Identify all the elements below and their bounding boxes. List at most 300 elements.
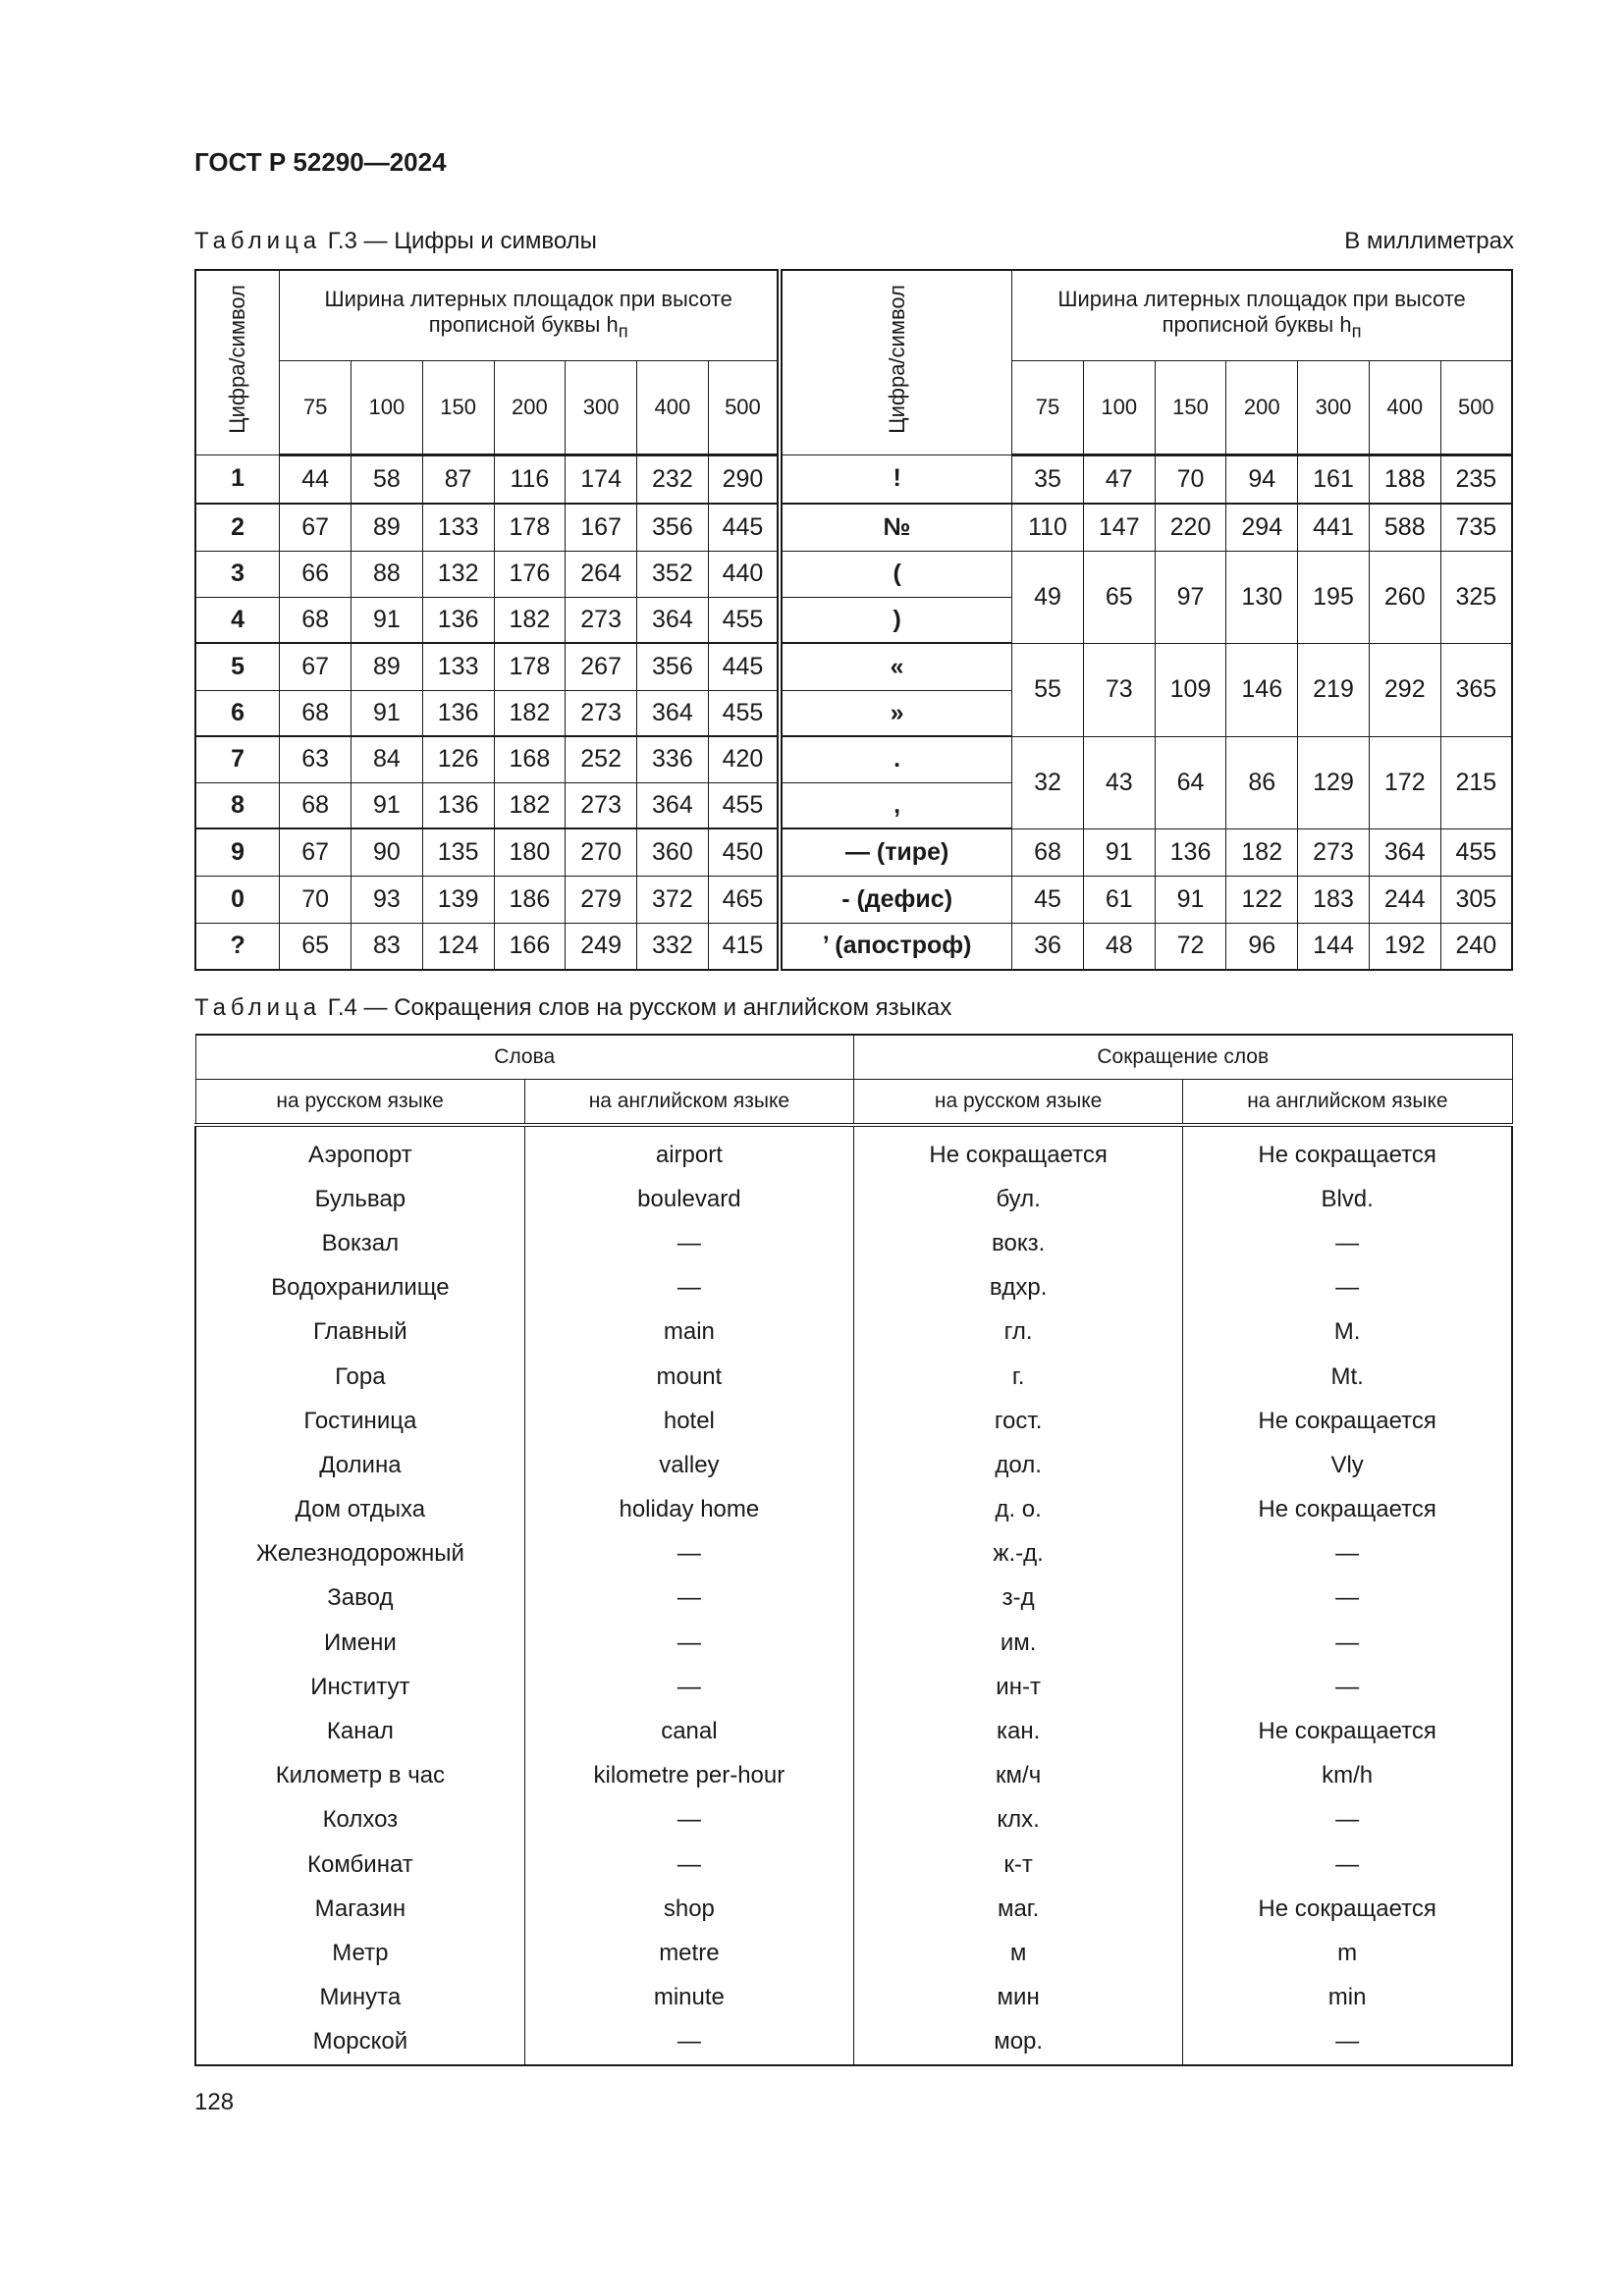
table-row xyxy=(195,736,1512,782)
width-value: 270 xyxy=(566,828,637,876)
width-value: 445 xyxy=(708,643,780,690)
word-english: shop xyxy=(524,1887,853,1931)
width-value: 364 xyxy=(637,597,709,643)
width-value: 94 xyxy=(1226,454,1298,504)
width-value: 220 xyxy=(1155,504,1226,551)
header-words: Слова xyxy=(195,1035,854,1080)
width-value: 167 xyxy=(566,504,637,551)
digit-cell: 2 xyxy=(195,504,280,551)
word-english: metre xyxy=(524,1931,853,1975)
width-value: 91 xyxy=(1155,876,1226,923)
word-english: valley xyxy=(524,1443,853,1487)
symbol-cell: » xyxy=(780,690,1012,736)
word-english: — xyxy=(524,1798,853,1842)
word-russian: Железнодорожный xyxy=(195,1532,524,1576)
width-value: 132 xyxy=(422,551,494,597)
height-header: 150 xyxy=(422,360,494,454)
width-value: 35 xyxy=(1012,454,1084,504)
table4-caption xyxy=(194,994,951,1022)
abbr-english: Не сокращается xyxy=(1183,1399,1512,1443)
height-header: 75 xyxy=(280,360,352,454)
width-header-right: Ширина литерных площадок при высоте прописной буквы $h_п$ xyxy=(1012,270,1512,360)
word-english: holiday home xyxy=(524,1488,853,1532)
width-header-left: Ширина литерных площадок при высоте прописной буквы $h_п$ xyxy=(280,270,780,360)
abbr-russian: г. xyxy=(854,1355,1183,1399)
abbr-russian: кан. xyxy=(854,1709,1183,1753)
word-russian: Завод xyxy=(195,1576,524,1621)
width-value: 178 xyxy=(494,643,566,690)
table-row xyxy=(195,828,1512,876)
height-header: 300 xyxy=(566,360,637,454)
width-value: 182 xyxy=(494,782,566,828)
digit-cell: 6 xyxy=(195,690,280,736)
width-value: 88 xyxy=(352,551,423,597)
width-value: 47 xyxy=(1083,454,1155,504)
abbr-english: Не сокращается xyxy=(1183,1488,1512,1532)
abbr-english: — xyxy=(1183,1532,1512,1576)
width-value: 129 xyxy=(1298,736,1370,828)
width-value: 180 xyxy=(494,828,566,876)
symbol-cell: № xyxy=(780,504,1012,551)
width-value: 67 xyxy=(280,828,352,876)
symbol-cell: . xyxy=(780,736,1012,782)
abbr-english: Blvd. xyxy=(1183,1177,1512,1221)
table-row xyxy=(195,454,1512,504)
abbr-russian: мор. xyxy=(854,2020,1183,2065)
header-english: на английском языке xyxy=(1183,1080,1512,1126)
abbr-english: Не сокращается xyxy=(1183,1709,1512,1753)
abbr-russian: им. xyxy=(854,1621,1183,1665)
abbr-russian: гост. xyxy=(854,1399,1183,1443)
width-value: 292 xyxy=(1369,643,1440,736)
width-value: 122 xyxy=(1226,876,1298,923)
width-value: 273 xyxy=(1298,828,1370,876)
width-value: 588 xyxy=(1369,504,1440,551)
width-value: 219 xyxy=(1298,643,1370,736)
table-word-abbreviations xyxy=(194,1034,1513,2066)
width-value: 68 xyxy=(1012,828,1084,876)
header-abbreviations: Сокращение слов xyxy=(854,1035,1513,1080)
width-value: 116 xyxy=(494,454,566,504)
width-value: 161 xyxy=(1298,454,1370,504)
abbr-english: — xyxy=(1183,2020,1512,2065)
table-row xyxy=(195,1532,1512,1576)
table-row xyxy=(195,1399,1512,1443)
width-value: 260 xyxy=(1369,551,1440,643)
abbr-russian: м xyxy=(854,1931,1183,1975)
word-english: — xyxy=(524,1665,853,1709)
abbr-english: Vly xyxy=(1183,1443,1512,1487)
width-value: 93 xyxy=(352,876,423,923)
width-value: 68 xyxy=(280,597,352,643)
table-row xyxy=(195,1976,1512,2020)
digit-cell: 3 xyxy=(195,551,280,597)
width-value: 188 xyxy=(1369,454,1440,504)
width-value: 420 xyxy=(708,736,780,782)
abbr-russian: маг. xyxy=(854,1887,1183,1931)
width-value: 147 xyxy=(1083,504,1155,551)
width-value: 130 xyxy=(1226,551,1298,643)
width-value: 168 xyxy=(494,736,566,782)
width-value: 64 xyxy=(1155,736,1226,828)
width-value: 325 xyxy=(1440,551,1512,643)
word-russian: Морской xyxy=(195,2020,524,2065)
width-value: 249 xyxy=(566,923,637,970)
table-row xyxy=(195,1221,1512,1265)
word-english: airport xyxy=(524,1125,853,1177)
abbr-russian: з-д xyxy=(854,1576,1183,1621)
table-row xyxy=(195,1931,1512,1975)
table4-caption-title: Г.4 — Сокращения слов на русском и английском языках xyxy=(321,994,952,1021)
width-value: 455 xyxy=(708,782,780,828)
width-value: 178 xyxy=(494,504,566,551)
word-russian: Бульвар xyxy=(195,1177,524,1221)
table3-units: В миллиметрах xyxy=(1344,228,1514,254)
width-value: 365 xyxy=(1440,643,1512,736)
width-value: 136 xyxy=(422,690,494,736)
width-value: 136 xyxy=(422,782,494,828)
symbol-cell: « xyxy=(780,643,1012,690)
header-english: на английском языке xyxy=(524,1080,853,1126)
header-russian: на русском языке xyxy=(854,1080,1183,1126)
width-value: 252 xyxy=(566,736,637,782)
height-header: 300 xyxy=(1298,360,1370,454)
width-value: 336 xyxy=(637,736,709,782)
abbr-russian: бул. xyxy=(854,1177,1183,1221)
width-value: 109 xyxy=(1155,643,1226,736)
table4-caption-word: Таблица xyxy=(194,994,322,1021)
table-row xyxy=(195,876,1512,923)
width-value: 96 xyxy=(1226,923,1298,970)
word-russian: Метр xyxy=(195,1931,524,1975)
height-header: 100 xyxy=(352,360,423,454)
width-value: 455 xyxy=(708,690,780,736)
header-russian: на русском языке xyxy=(195,1080,524,1126)
table-row xyxy=(195,1177,1512,1221)
width-value: 455 xyxy=(708,597,780,643)
width-value: 195 xyxy=(1298,551,1370,643)
table-row xyxy=(195,1709,1512,1753)
width-value: 144 xyxy=(1298,923,1370,970)
abbr-english: — xyxy=(1183,1621,1512,1665)
width-value: 90 xyxy=(352,828,423,876)
width-value: 182 xyxy=(494,597,566,643)
table-row xyxy=(195,1621,1512,1665)
word-english: — xyxy=(524,1221,853,1265)
table-row xyxy=(195,1798,1512,1842)
word-english: minute xyxy=(524,1976,853,2020)
width-value: 89 xyxy=(352,504,423,551)
word-english: — xyxy=(524,2020,853,2065)
abbr-english: — xyxy=(1183,1266,1512,1310)
width-value: 364 xyxy=(637,690,709,736)
width-value: 133 xyxy=(422,643,494,690)
width-value: 89 xyxy=(352,643,423,690)
width-value: 55 xyxy=(1012,643,1084,736)
width-value: 48 xyxy=(1083,923,1155,970)
symbol-col-header-right: Цифра/символ xyxy=(780,270,1012,454)
abbr-english: Mt. xyxy=(1183,1355,1512,1399)
table3-caption-title: Г.3 — Цифры и символы xyxy=(321,228,597,254)
abbr-russian: км/ч xyxy=(854,1754,1183,1798)
table-row xyxy=(195,1266,1512,1310)
width-value: 183 xyxy=(1298,876,1370,923)
table-row xyxy=(195,1576,1512,1621)
table-row xyxy=(195,1125,1512,1177)
digit-cell: 5 xyxy=(195,643,280,690)
word-russian: Аэропорт xyxy=(195,1125,524,1177)
table-row xyxy=(195,504,1512,551)
width-value: 65 xyxy=(280,923,352,970)
width-value: 136 xyxy=(422,597,494,643)
abbr-english: m xyxy=(1183,1931,1512,1975)
width-value: 84 xyxy=(352,736,423,782)
width-value: 465 xyxy=(708,876,780,923)
abbr-russian: к-т xyxy=(854,1842,1183,1887)
width-value: 91 xyxy=(352,782,423,828)
table-row xyxy=(195,643,1512,690)
width-value: 45 xyxy=(1012,876,1084,923)
width-value: 124 xyxy=(422,923,494,970)
width-value: 352 xyxy=(637,551,709,597)
width-value: 244 xyxy=(1369,876,1440,923)
table-row xyxy=(195,1443,1512,1487)
word-english: canal xyxy=(524,1709,853,1753)
word-russian: Гора xyxy=(195,1355,524,1399)
width-value: 67 xyxy=(280,643,352,690)
width-value: 273 xyxy=(566,597,637,643)
width-value: 215 xyxy=(1440,736,1512,828)
width-value: 294 xyxy=(1226,504,1298,551)
height-header: 200 xyxy=(1226,360,1298,454)
width-value: 441 xyxy=(1298,504,1370,551)
width-value: 58 xyxy=(352,454,423,504)
symbol-cell: ’ (апостроф) xyxy=(780,923,1012,970)
symbol-cell: ! xyxy=(780,454,1012,504)
table3-caption-word: Таблица xyxy=(194,228,322,254)
word-english: — xyxy=(524,1266,853,1310)
width-value: 182 xyxy=(494,690,566,736)
symbol-cell: ) xyxy=(780,597,1012,643)
word-russian: Имени xyxy=(195,1621,524,1665)
width-value: 450 xyxy=(708,828,780,876)
abbr-russian: Не сокращается xyxy=(854,1125,1183,1177)
width-value: 273 xyxy=(566,782,637,828)
width-value: 86 xyxy=(1226,736,1298,828)
table3-caption xyxy=(194,228,597,255)
abbr-russian: ж.-д. xyxy=(854,1532,1183,1576)
abbr-english: — xyxy=(1183,1576,1512,1621)
width-value: 240 xyxy=(1440,923,1512,970)
height-header: 150 xyxy=(1155,360,1226,454)
width-value: 72 xyxy=(1155,923,1226,970)
abbr-english: — xyxy=(1183,1842,1512,1887)
width-value: 32 xyxy=(1012,736,1084,828)
table-row xyxy=(195,1665,1512,1709)
width-value: 364 xyxy=(1369,828,1440,876)
width-value: 91 xyxy=(1083,828,1155,876)
width-value: 364 xyxy=(637,782,709,828)
width-value: 360 xyxy=(637,828,709,876)
table-row xyxy=(195,923,1512,970)
abbr-english: Не сокращается xyxy=(1183,1125,1512,1177)
word-russian: Институт xyxy=(195,1665,524,1709)
word-russian: Долина xyxy=(195,1443,524,1487)
width-value: 135 xyxy=(422,828,494,876)
width-value: 176 xyxy=(494,551,566,597)
table-digits-symbols xyxy=(194,269,1513,971)
abbr-english: M. xyxy=(1183,1310,1512,1355)
word-russian: Канал xyxy=(195,1709,524,1753)
digit-cell: 7 xyxy=(195,736,280,782)
abbr-english: — xyxy=(1183,1798,1512,1842)
table-row xyxy=(195,551,1512,597)
width-value: 279 xyxy=(566,876,637,923)
abbr-russian: дол. xyxy=(854,1443,1183,1487)
height-header: 200 xyxy=(494,360,566,454)
width-value: 97 xyxy=(1155,551,1226,643)
abbr-english: Не сокращается xyxy=(1183,1887,1512,1931)
width-value: 68 xyxy=(280,782,352,828)
height-header: 400 xyxy=(1369,360,1440,454)
width-value: 65 xyxy=(1083,551,1155,643)
digit-cell: 4 xyxy=(195,597,280,643)
width-value: 66 xyxy=(280,551,352,597)
table-row xyxy=(195,1488,1512,1532)
word-english: — xyxy=(524,1621,853,1665)
width-value: 44 xyxy=(280,454,352,504)
width-value: 70 xyxy=(1155,454,1226,504)
height-header: 500 xyxy=(1440,360,1512,454)
abbr-english: — xyxy=(1183,1221,1512,1265)
width-value: 73 xyxy=(1083,643,1155,736)
digit-cell: 0 xyxy=(195,876,280,923)
symbol-cell: - (дефис) xyxy=(780,876,1012,923)
width-value: 232 xyxy=(637,454,709,504)
word-english: boulevard xyxy=(524,1177,853,1221)
word-english: mount xyxy=(524,1355,853,1399)
width-value: 372 xyxy=(637,876,709,923)
width-value: 440 xyxy=(708,551,780,597)
width-value: 267 xyxy=(566,643,637,690)
width-value: 126 xyxy=(422,736,494,782)
abbr-english: km/h xyxy=(1183,1754,1512,1798)
width-value: 455 xyxy=(1440,828,1512,876)
table-row xyxy=(195,2020,1512,2065)
word-russian: Комбинат xyxy=(195,1842,524,1887)
word-english: — xyxy=(524,1532,853,1576)
digit-cell: 8 xyxy=(195,782,280,828)
width-value: 356 xyxy=(637,504,709,551)
width-value: 110 xyxy=(1012,504,1084,551)
width-value: 332 xyxy=(637,923,709,970)
height-header: 75 xyxy=(1012,360,1084,454)
word-russian: Водохранилище xyxy=(195,1266,524,1310)
width-value: 235 xyxy=(1440,454,1512,504)
word-english: kilometre per-hour xyxy=(524,1754,853,1798)
width-value: 36 xyxy=(1012,923,1084,970)
digit-cell: 9 xyxy=(195,828,280,876)
height-header: 100 xyxy=(1083,360,1155,454)
width-value: 186 xyxy=(494,876,566,923)
width-value: 174 xyxy=(566,454,637,504)
word-russian: Гостиница xyxy=(195,1399,524,1443)
word-english: main xyxy=(524,1310,853,1355)
symbol-cell: , xyxy=(780,782,1012,828)
table-row xyxy=(195,1842,1512,1887)
width-value: 264 xyxy=(566,551,637,597)
width-value: 91 xyxy=(352,690,423,736)
symbol-col-header-left: Цифра/символ xyxy=(195,270,280,454)
width-value: 273 xyxy=(566,690,637,736)
word-english: hotel xyxy=(524,1399,853,1443)
abbr-russian: д. о. xyxy=(854,1488,1183,1532)
width-value: 133 xyxy=(422,504,494,551)
table-row xyxy=(195,1355,1512,1399)
abbr-russian: гл. xyxy=(854,1310,1183,1355)
symbol-cell: — (тире) xyxy=(780,828,1012,876)
word-russian: Главный xyxy=(195,1310,524,1355)
abbr-russian: клх. xyxy=(854,1798,1183,1842)
width-value: 67 xyxy=(280,504,352,551)
abbr-russian: ин-т xyxy=(854,1665,1183,1709)
width-value: 83 xyxy=(352,923,423,970)
table-row xyxy=(195,1754,1512,1798)
table-row xyxy=(195,1310,1512,1355)
width-value: 136 xyxy=(1155,828,1226,876)
width-value: 305 xyxy=(1440,876,1512,923)
width-value: 172 xyxy=(1369,736,1440,828)
word-russian: Колхоз xyxy=(195,1798,524,1842)
digit-cell: 1 xyxy=(195,454,280,504)
width-value: 139 xyxy=(422,876,494,923)
word-english: — xyxy=(524,1576,853,1621)
width-value: 70 xyxy=(280,876,352,923)
width-value: 290 xyxy=(708,454,780,504)
width-value: 192 xyxy=(1369,923,1440,970)
width-value: 445 xyxy=(708,504,780,551)
width-value: 166 xyxy=(494,923,566,970)
width-value: 415 xyxy=(708,923,780,970)
word-russian: Минута xyxy=(195,1976,524,2020)
width-value: 735 xyxy=(1440,504,1512,551)
width-value: 87 xyxy=(422,454,494,504)
page-number: 128 xyxy=(194,2089,235,2115)
abbr-english: min xyxy=(1183,1976,1512,2020)
digit-cell: ? xyxy=(195,923,280,970)
abbr-english: — xyxy=(1183,1665,1512,1709)
abbr-russian: вдхр. xyxy=(854,1266,1183,1310)
width-value: 182 xyxy=(1226,828,1298,876)
word-russian: Вокзал xyxy=(195,1221,524,1265)
word-russian: Магазин xyxy=(195,1887,524,1931)
abbr-russian: мин xyxy=(854,1976,1183,2020)
height-header: 500 xyxy=(708,360,780,454)
width-value: 91 xyxy=(352,597,423,643)
width-value: 63 xyxy=(280,736,352,782)
document-code: ГОСТ Р 52290—2024 xyxy=(194,147,447,177)
width-value: 43 xyxy=(1083,736,1155,828)
width-value: 146 xyxy=(1226,643,1298,736)
word-russian: Километр в час xyxy=(195,1754,524,1798)
width-value: 68 xyxy=(280,690,352,736)
word-russian: Дом отдыха xyxy=(195,1488,524,1532)
symbol-cell: ( xyxy=(780,551,1012,597)
width-value: 49 xyxy=(1012,551,1084,643)
width-value: 356 xyxy=(637,643,709,690)
height-header: 400 xyxy=(637,360,709,454)
abbr-russian: вокз. xyxy=(854,1221,1183,1265)
